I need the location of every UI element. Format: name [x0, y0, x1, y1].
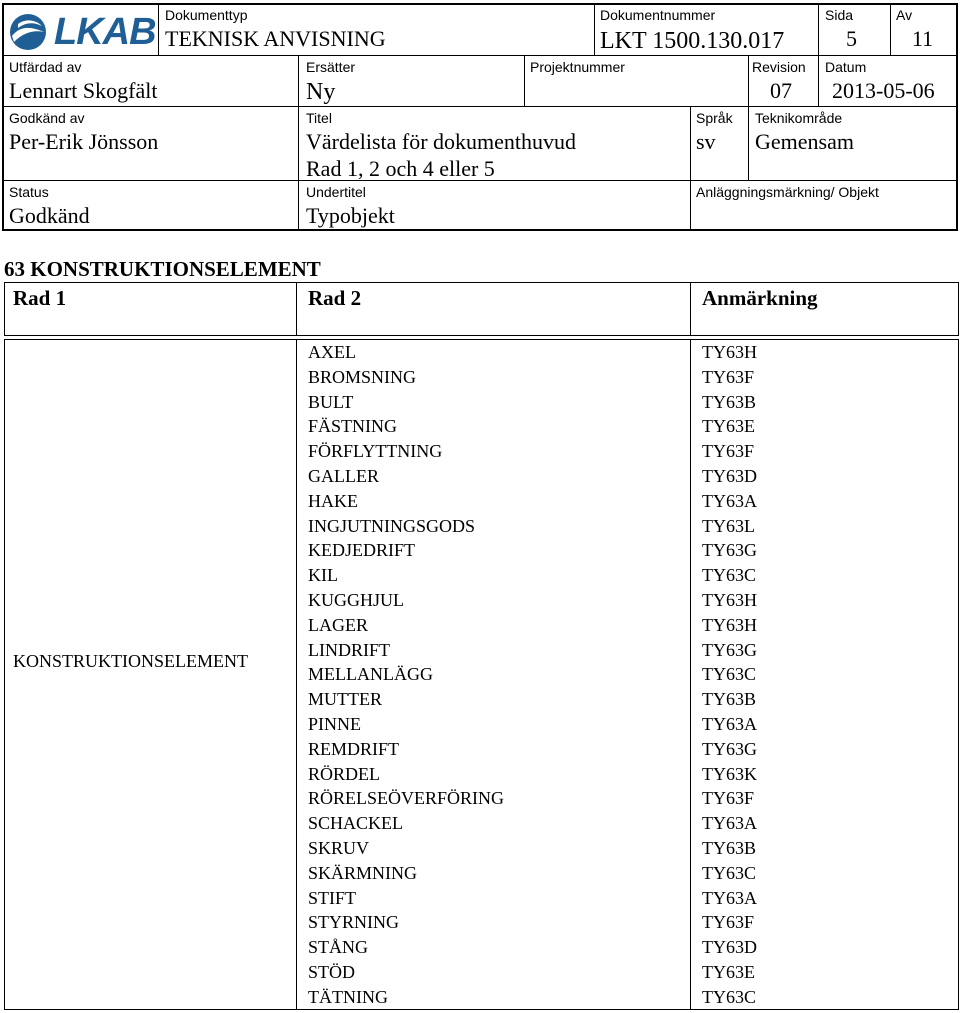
- utfardad-av-label: Utfärdad av: [9, 59, 82, 75]
- rad2-cell: RÖRDEL: [308, 763, 380, 784]
- anmarkning-cell: TY63E: [702, 416, 755, 437]
- godkand-av-value: Per-Erik Jönsson: [9, 129, 159, 154]
- ersatter-value: Ny: [306, 79, 336, 105]
- rad2-cell: INGJUTNINGSGODS: [308, 515, 476, 536]
- table-row: [0, 711, 960, 736]
- column-header-rad2: Rad 2: [308, 286, 362, 310]
- anmarkning-cell: TY63K: [702, 763, 757, 784]
- sprak-label: Språk: [696, 110, 733, 126]
- lkab-logo-icon: [8, 12, 48, 52]
- undertitel-value: Typobjekt: [306, 203, 395, 228]
- titel-value-line2: Rad 1, 2 och 4 eller 5: [306, 156, 495, 181]
- sprak-value: sv: [696, 129, 716, 154]
- anmarkning-cell: TY63F: [702, 441, 755, 462]
- rad2-cell: STÅNG: [308, 937, 369, 958]
- rad2-cell: RÖRELSEÖVERFÖRING: [308, 788, 505, 809]
- anmarkning-cell: TY63G: [702, 540, 757, 561]
- dokumentnummer-value: LKT 1500.130.017: [600, 28, 785, 54]
- anmarkning-cell: TY63L: [702, 515, 755, 536]
- table-row: [0, 637, 960, 662]
- ersatter-label: Ersätter: [306, 59, 356, 75]
- anmarkning-cell: TY63A: [702, 887, 757, 908]
- rad2-cell: SKRUV: [308, 838, 370, 858]
- rad2-cell: STÖD: [308, 962, 356, 982]
- anmarkning-cell: TY63B: [702, 689, 756, 710]
- rad2-cell: KEDJEDRIFT: [308, 540, 415, 561]
- rad2-cell: KUGGHJUL: [308, 590, 404, 610]
- rad2-cell: HAKE: [308, 490, 358, 511]
- datum-value: 2013-05-06: [832, 78, 935, 103]
- rad2-cell: PINNE: [308, 714, 361, 734]
- table-row: [0, 513, 960, 538]
- anmarkning-cell: TY63H: [702, 342, 757, 362]
- av-value: 11: [912, 26, 934, 51]
- anmarkning-cell: TY63E: [702, 962, 755, 982]
- column-header-anmarkning: Anmärkning: [702, 286, 818, 310]
- rad2-cell: TÄTNING: [308, 986, 388, 1007]
- table-row: [0, 959, 960, 984]
- status-value: Godkänd: [9, 203, 90, 228]
- rad2-cell: LINDRIFT: [308, 639, 390, 660]
- table-row: [0, 438, 960, 463]
- anmarkning-cell: TY63H: [702, 614, 757, 635]
- table-row: [0, 339, 960, 364]
- rad2-cell: MELLANLÄGG: [308, 664, 433, 685]
- anmarkning-cell: TY63C: [702, 862, 756, 883]
- revision-label: Revision: [752, 59, 806, 75]
- table-row: [0, 984, 960, 1009]
- anmarkning-cell: TY63C: [702, 565, 756, 586]
- lkab-logo: [8, 10, 156, 54]
- anmarkning-cell: TY63G: [702, 738, 757, 759]
- column-header-rad1: Rad 1: [13, 286, 67, 310]
- anmarkning-cell: TY63D: [702, 466, 757, 486]
- rad2-cell: REMDRIFT: [308, 738, 400, 759]
- rad2-cell: KIL: [308, 565, 338, 586]
- table-row: [0, 810, 960, 835]
- table-row: [0, 389, 960, 414]
- utfardad-av-value: Lennart Skogfält: [9, 78, 158, 103]
- table-row: [0, 587, 960, 612]
- rad2-cell: SCHACKEL: [308, 813, 404, 834]
- titel-value: Värdelista för dokumenthuvud: [306, 129, 577, 154]
- rad2-cell: BROMSNING: [308, 366, 417, 387]
- table-row: [0, 364, 960, 389]
- anmarkning-cell: TY63B: [702, 391, 756, 412]
- table-row: [0, 835, 960, 860]
- rad2-cell: BULT: [308, 391, 354, 412]
- anmarkning-cell: TY63H: [702, 590, 757, 610]
- anmarkning-cell: TY63F: [702, 912, 755, 933]
- anmarkning-cell: TY63F: [702, 366, 755, 387]
- section-title: 63 KONSTRUKTIONSELEMENT: [4, 257, 321, 281]
- anlaggning-label: Anläggningsmärkning/ Objekt: [696, 184, 879, 200]
- table-row: [0, 488, 960, 513]
- table-row: [0, 562, 960, 587]
- sida-value: 5: [846, 26, 857, 51]
- rad2-cell: MUTTER: [308, 689, 382, 710]
- anmarkning-cell: TY63F: [702, 788, 755, 809]
- rad2-cell: STIFT: [308, 887, 357, 908]
- anmarkning-cell: TY63G: [702, 639, 757, 660]
- dokumenttyp-label: Dokumenttyp: [165, 7, 248, 23]
- teknikomrade-label: Teknikområde: [755, 110, 843, 126]
- status-label: Status: [9, 184, 49, 200]
- projektnummer-label: Projektnummer: [530, 59, 625, 75]
- titel-label: Titel: [306, 110, 332, 126]
- logo-wordmark: LKAB: [54, 11, 156, 53]
- dokumenttyp-value: TEKNISK ANVISNING: [165, 26, 386, 51]
- table-row: [0, 860, 960, 885]
- anmarkning-cell: TY63D: [702, 937, 757, 958]
- rad2-cell: GALLER: [308, 466, 379, 486]
- table-row: [0, 736, 960, 761]
- table-row: [0, 686, 960, 711]
- table-row: [0, 463, 960, 488]
- rad2-cell: SKÄRMNING: [308, 862, 418, 883]
- table-row: [0, 612, 960, 637]
- datum-label: Datum: [825, 59, 867, 75]
- anmarkning-cell: TY63C: [702, 986, 756, 1007]
- dokumentnummer-label: Dokumentnummer: [600, 7, 716, 23]
- rad2-cell: STYRNING: [308, 912, 400, 933]
- table-row: [0, 934, 960, 959]
- anmarkning-cell: TY63A: [702, 490, 757, 511]
- rad1-value: KONSTRUKTIONSELEMENT: [13, 651, 248, 671]
- table-row: [0, 785, 960, 810]
- table-row: [0, 537, 960, 562]
- teknikomrade-value: Gemensam: [755, 129, 854, 154]
- undertitel-label: Undertitel: [306, 184, 366, 200]
- anmarkning-cell: TY63B: [702, 838, 756, 858]
- sida-label: Sida: [825, 7, 854, 23]
- rad2-cell: LAGER: [308, 614, 368, 635]
- anmarkning-cell: TY63A: [702, 714, 757, 734]
- table-row: [0, 909, 960, 934]
- anmarkning-cell: TY63C: [702, 664, 756, 685]
- rad2-cell: FÄSTNING: [308, 416, 398, 437]
- table-row: [0, 661, 960, 686]
- revision-value: 07: [770, 78, 792, 103]
- rad2-cell: FÖRFLYTTNING: [308, 441, 443, 462]
- table-row: [0, 761, 960, 786]
- godkand-av-label: Godkänd av: [9, 110, 85, 126]
- table-row: [0, 413, 960, 438]
- anmarkning-cell: TY63A: [702, 813, 757, 834]
- av-label: Av: [896, 7, 913, 23]
- table-row: [0, 885, 960, 910]
- rad2-cell: AXEL: [308, 342, 356, 362]
